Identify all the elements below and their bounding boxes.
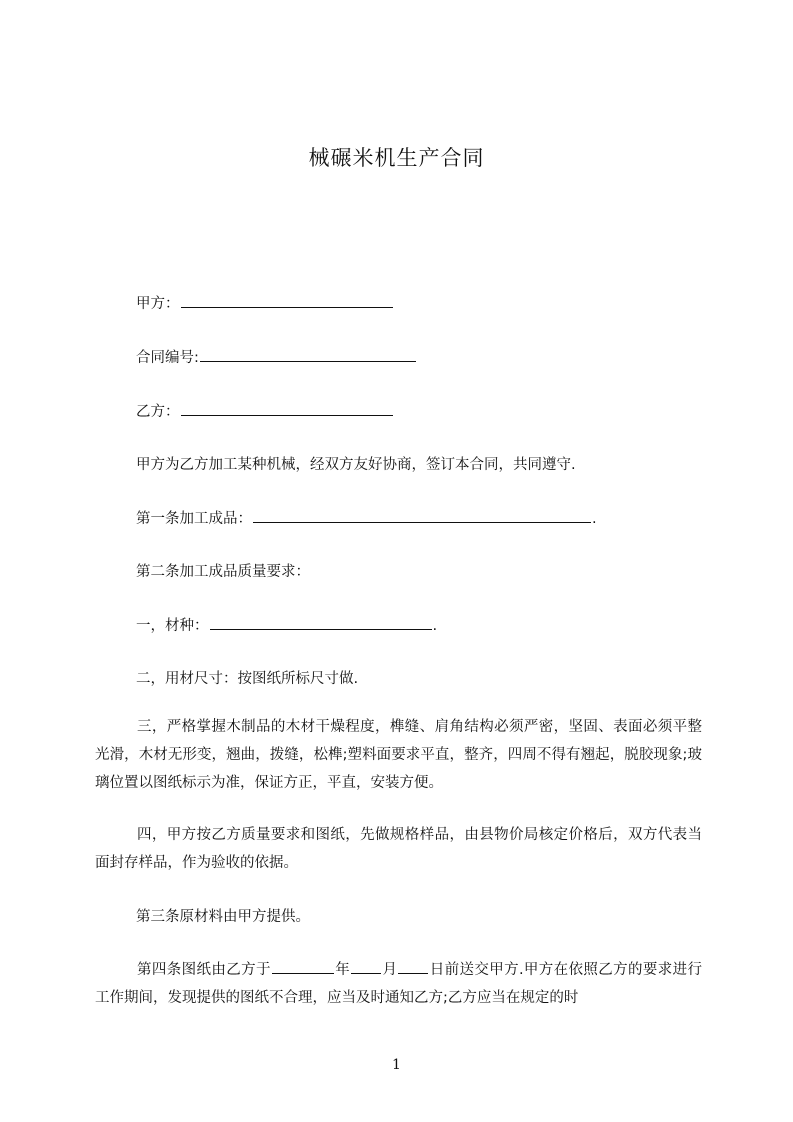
item1-label: 一，材种： — [136, 618, 209, 634]
party-a-line — [136, 292, 394, 313]
article4-month: 月 — [382, 962, 398, 978]
party-a-blank — [181, 293, 393, 308]
contract-no-label: 合同编号: — [136, 350, 199, 366]
article4-month-blank — [351, 959, 381, 974]
party-b-label: 乙方： — [136, 404, 180, 420]
item4-paragraph: 四，甲方按乙方质量要求和图纸，先做规格样品，由县物价局核定价格后，双方代表当面封存样品，作为验收的依据。 — [95, 827, 702, 871]
article4-year-blank — [272, 959, 334, 974]
contract-no-blank — [200, 347, 416, 362]
item3-paragraph: 三，严格掌握木制品的木材干燥程度，榫缝、肩角结构必须严密，坚固、表面必须平整光滑，木材无形变，翘曲，拨缝，松榫;塑料面要求平直，整齐，四周不得有翘起，脱胶现象;玻璃位置以图纸标示为准，保证方正，平直，安装方便。 — [95, 719, 702, 791]
article1-label: 第一条加工成品： — [136, 511, 252, 527]
article3-text: 第三条原材料由甲方提供。 — [136, 909, 310, 925]
page-number: 1 — [392, 1057, 401, 1073]
article4-day-blank — [398, 959, 428, 974]
article1-line — [136, 507, 597, 528]
article4-paragraph — [95, 956, 702, 1012]
contract-no-line — [136, 346, 417, 367]
document-title: 械碾米机生产合同 — [308, 146, 485, 170]
article4-year: 年 — [334, 962, 351, 978]
item2-text: 二，用材尺寸：按图纸所标尺寸做. — [136, 671, 359, 687]
party-a-label: 甲方： — [136, 296, 180, 312]
article4-part1: 第四条图纸由乙方于 — [137, 962, 271, 978]
article4-part2: 日前送交甲方.甲方在依照乙方的要求进行工作期间，发现提供的图纸不合理，应当及时通知乙方;乙方应当在规定的时 — [95, 962, 703, 1006]
party-b-line — [136, 400, 394, 421]
article2-heading: 第二条加工成品质量要求： — [136, 564, 310, 580]
party-b-blank — [181, 401, 393, 416]
item1-blank — [210, 615, 432, 630]
article1-end: . — [592, 511, 597, 527]
item1-end: . — [432, 618, 438, 634]
article1-blank — [253, 508, 591, 523]
item1-line — [136, 614, 437, 635]
intro-text: 甲方为乙方加工某种机械，经双方友好协商，签订本合同，共同遵守. — [136, 457, 576, 473]
